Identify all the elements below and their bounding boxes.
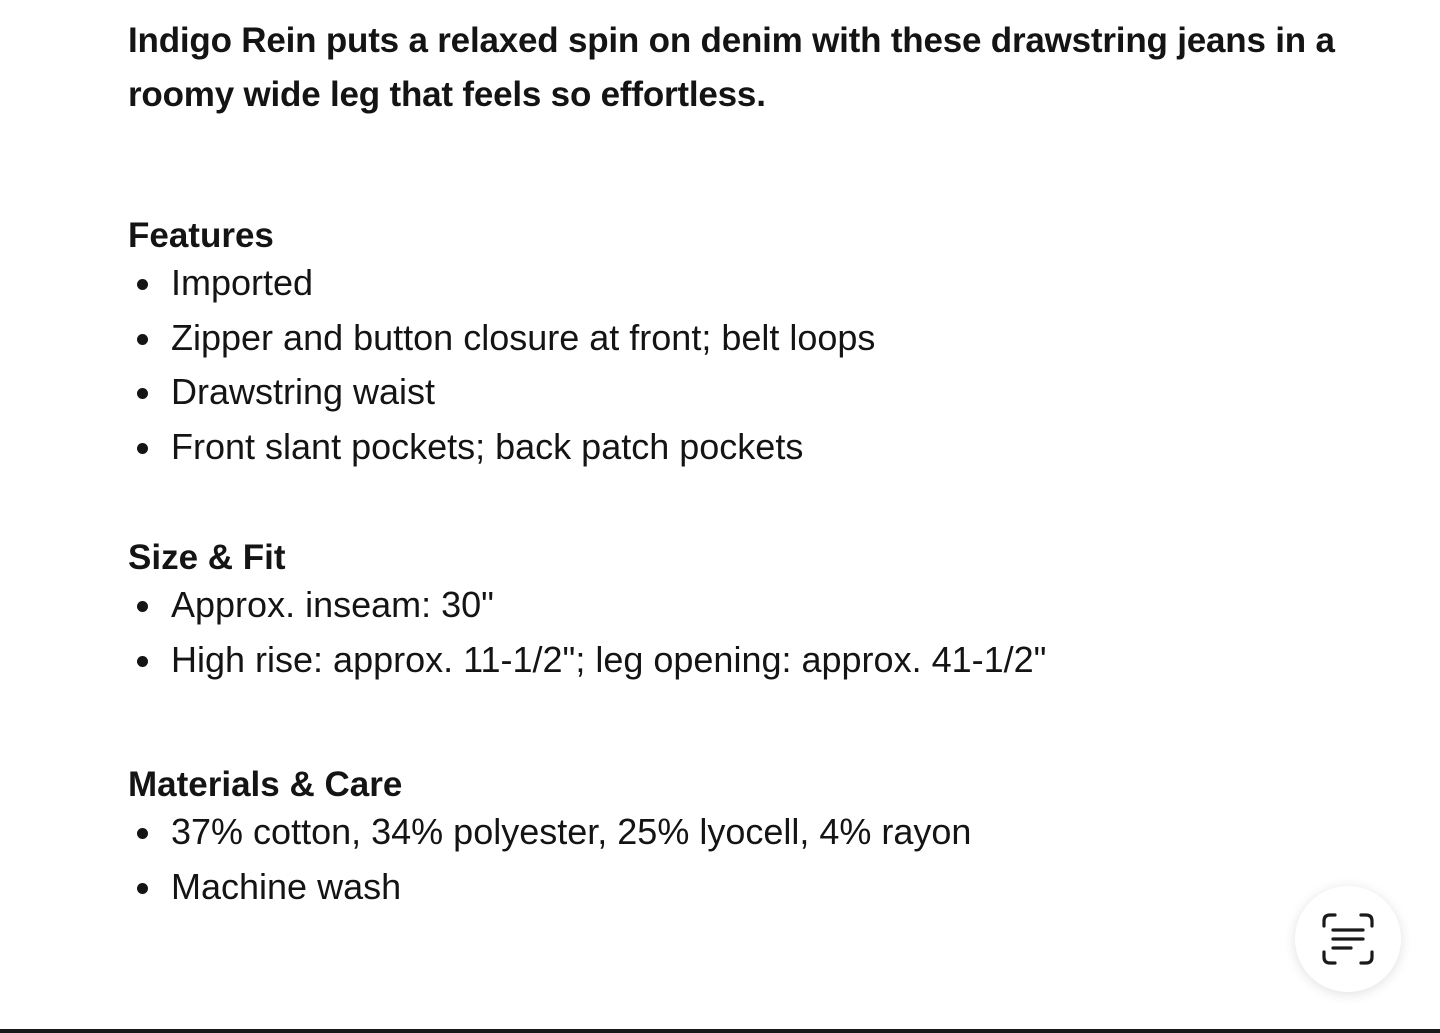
features-list xyxy=(128,256,1418,474)
list-item-text: Machine wash xyxy=(171,865,402,907)
list-item xyxy=(128,311,1418,366)
bullet-icon xyxy=(137,279,148,290)
list-item-text: Zipper and button closure at front; belt loops xyxy=(171,316,876,358)
list-item-text: High rise: approx. 11-1/2"; leg opening: approx. 41-1/2" xyxy=(171,638,1047,680)
bullet-icon xyxy=(137,656,148,667)
list-item-text: Front slant pockets; back patch pockets xyxy=(171,425,804,467)
list-item-text: Drawstring waist xyxy=(171,371,436,412)
list-item-text: Imported xyxy=(171,262,314,303)
list-item xyxy=(128,633,1418,688)
bottom-divider xyxy=(0,1029,1440,1033)
materials-care-heading: Materials & Care xyxy=(128,765,403,804)
product-details xyxy=(128,14,1418,914)
size-fit-heading: Size & Fit xyxy=(128,538,286,577)
bullet-icon xyxy=(137,883,148,894)
bullet-icon xyxy=(137,443,148,454)
bullet-icon xyxy=(137,388,148,399)
list-item xyxy=(128,256,1418,311)
scan-text-icon xyxy=(1321,912,1375,966)
list-item xyxy=(128,805,1418,860)
list-item xyxy=(128,578,1418,633)
size-fit-list xyxy=(128,578,1418,687)
product-description: Indigo Rein puts a relaxed spin on denim with these drawstring jeans in a roomy wide leg that feels so effortless. xyxy=(128,21,1335,114)
list-item xyxy=(128,420,1418,475)
list-item-text: 37% cotton, 34% polyester, 25% lyocell, 4% rayon xyxy=(171,811,972,852)
list-item xyxy=(128,860,1418,915)
features-heading: Features xyxy=(128,216,274,255)
list-item-text: Approx. inseam: 30" xyxy=(171,584,494,625)
bullet-icon xyxy=(137,601,148,612)
bullet-icon xyxy=(137,334,148,345)
bullet-icon xyxy=(137,828,148,839)
scan-text-button[interactable] xyxy=(1295,886,1401,992)
materials-care-list xyxy=(128,805,1418,914)
list-item xyxy=(128,365,1418,420)
